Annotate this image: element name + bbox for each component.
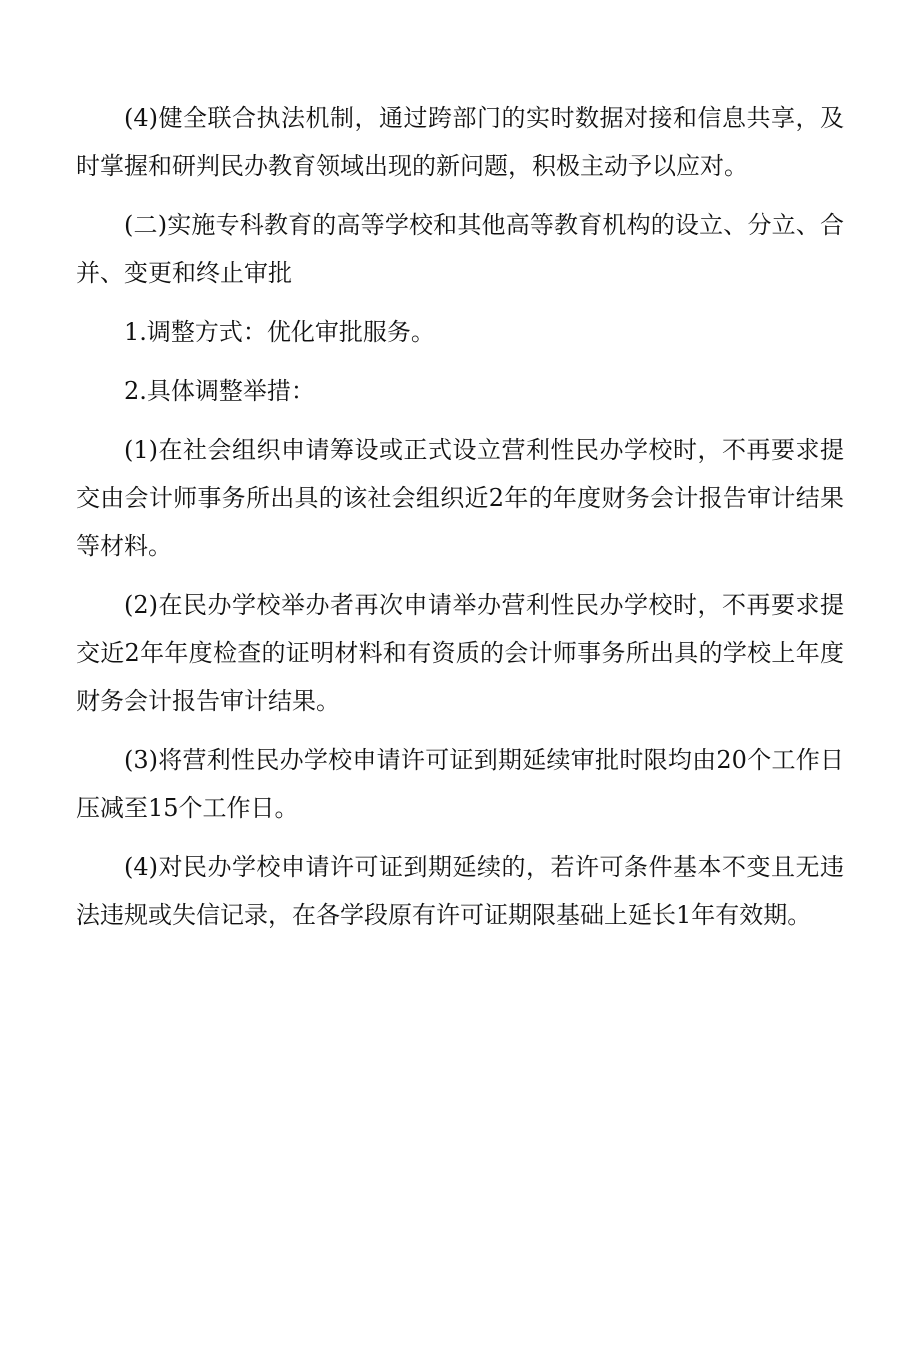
paragraph-joint-enforcement: (4)健全联合执法机制，通过跨部门的实时数据对接和信息共享，及时掌握和研判民办教育领域出现的新问题，积极主动予以应对。 bbox=[76, 104, 844, 180]
measure-item-2: (2)在民办学校举办者再次申请举办营利性民办学校时，不再要求提交近2年年度检查的证明材料和有资质的会计师事务所出具的学校上年度财务会计报告审计结果。 bbox=[76, 591, 844, 715]
document-body bbox=[76, 94, 844, 950]
section-heading-higher-education-approval: (二)实施专科教育的高等学校和其他高等教育机构的设立、分立、合并、变更和终止审批 bbox=[76, 211, 844, 287]
measure-item-3: (3)将营利性民办学校申请许可证到期延续审批时限均由20个工作日压减至15个工作日。 bbox=[76, 746, 844, 822]
measure-item-4: (4)对民办学校申请许可证到期延续的，若许可条件基本不变且无违法违规或失信记录，在各学段原有许可证期限基础上延长1年有效期。 bbox=[76, 853, 844, 929]
measure-item-1: (1)在社会组织申请筹设或正式设立营利性民办学校时，不再要求提交由会计师事务所出具的该社会组织近2年的年度财务会计报告审计结果等材料。 bbox=[76, 436, 844, 560]
adjustment-method: 1.调整方式：优化审批服务。 bbox=[124, 318, 435, 346]
adjustment-measures-heading: 2.具体调整举措： bbox=[124, 377, 315, 405]
